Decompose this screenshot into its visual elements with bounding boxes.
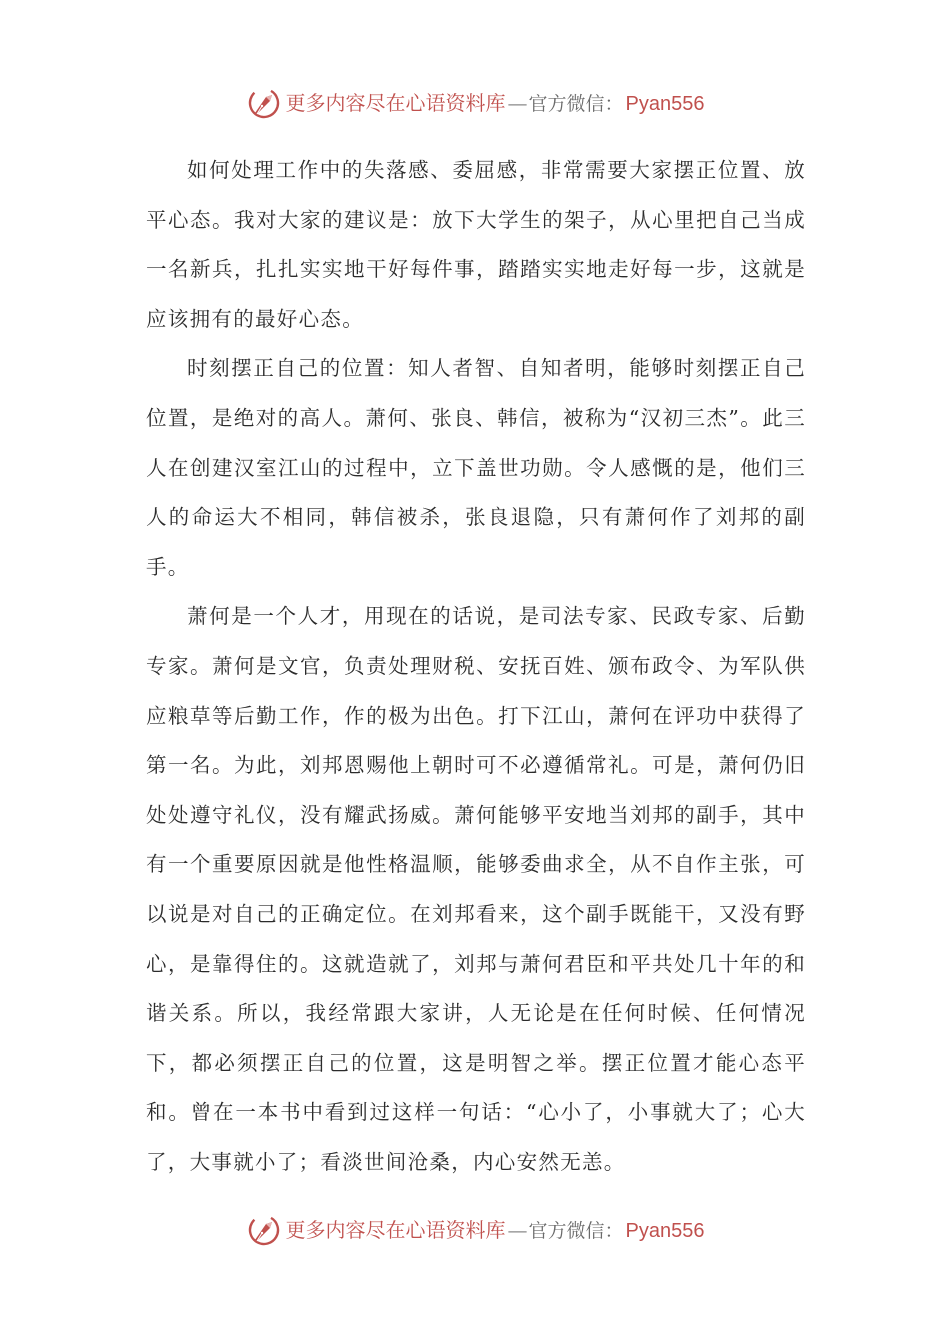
paragraph-2: 时刻摆正自己的位置：知人者智、自知者明，能够时刻摆正自己位置，是绝对的高人。萧何、张良、韩信，被称为“汉初三杰”。此三人在创建汉室江山的过程中，立下盖世功勋。令人感慨的是，他们三人的命运大不相同，韩信被杀，张良退隐，只有萧何作了刘邦的副手。 [146,356,806,579]
footer-banner-main: 更多内容尽在心语资料库 [285,1217,506,1242]
footer-banner-separator: — [507,1217,527,1242]
footer-wechat-label: 官方微信： [528,1219,624,1242]
header-wechat-id: Pyan556 [625,92,705,115]
header-banner-main: 更多内容尽在心语资料库 [285,90,506,115]
paragraph-1: 如何处理工作中的失落感、委屈感，非常需要大家摆正位置、放平心态。我对大家的建议是：放下大学生的架子，从心里把自己当成一名新兵，扎扎实实地干好每件事，踏踏实实地走好每一步，这就是应该拥有的最好心态。 [146,158,806,331]
header-banner [0,83,950,123]
article-body [146,146,806,1187]
footer-banner [0,1210,950,1250]
header-banner-separator: — [507,90,527,115]
pen-nib-logo-icon [246,1212,282,1248]
header-banner-text [285,90,705,115]
footer-wechat-id: Pyan556 [625,1219,705,1242]
paragraph-3: 萧何是一个人才，用现在的话说，是司法专家、民政专家、后勤专家。萧何是文官，负责处理财税、安抚百姓、颁布政令、为军队供应粮草等后勤工作，作的极为出色。打下江山，萧何在评功中获得了第一名。为此，刘邦恩赐他上朝时可不必遵循常礼。可是，萧何仍旧处处遵守礼仪，没有耀武扬威。萧何能够平安地当刘邦的副手，其中有一个重要原因就是他性格温顺，能够委曲求全，从不自作主张，可以说是对自己的正确定位。在刘邦看来，这个副手既能干，又没有野心，是靠得住的。这就造就了，刘邦与萧何君臣和平共处几十年的和谐关系。所以，我经常跟大家讲，人无论是在任何时候、任何情况下，都必须摆正自己的位置，这是明智之举。摆正位置才能心态平和。曾在一本书中看到过这样一句话：“心小了，小事就大了；心大了，大事就小了；看淡世间沧桑，内心安然无恙。 [146,604,806,1174]
header-wechat-label: 官方微信： [528,92,624,115]
pen-nib-logo-icon [246,85,282,121]
footer-banner-text [285,1217,705,1242]
